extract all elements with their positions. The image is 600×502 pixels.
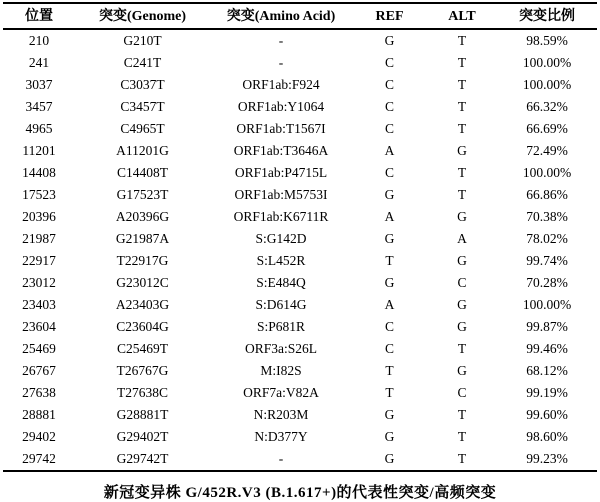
cell-position: 29402 — [22, 429, 56, 444]
cell-mutation-ratio: 100.00% — [522, 55, 572, 70]
cell-mutation-ratio: 99.87% — [526, 319, 568, 334]
cell-mutation-genome: C3037T — [120, 77, 165, 92]
cell-mutation-ratio: 66.69% — [526, 121, 568, 136]
cell-position: 3457 — [25, 99, 53, 114]
cell-alt: T — [457, 187, 467, 202]
cell-mutation-amino-acid: ORF7a:V82A — [243, 385, 319, 400]
table-row — [3, 448, 597, 471]
cell-position: 25469 — [22, 341, 56, 356]
column-header-position: 位置 — [3, 3, 75, 29]
cell-mutation-amino-acid: ORF1ab:T3646A — [233, 143, 329, 158]
cell-ref: T — [385, 363, 394, 378]
cell-position: 4965 — [25, 121, 53, 136]
table-row — [3, 52, 597, 74]
table-row — [3, 250, 597, 272]
table-row — [3, 96, 597, 118]
cell-alt: T — [457, 341, 467, 356]
cell-ref: G — [384, 451, 395, 466]
cell-alt: G — [457, 209, 467, 224]
cell-mutation-genome: G210T — [123, 33, 162, 48]
cell-mutation-genome: A11201G — [116, 143, 169, 158]
cell-mutation-amino-acid: - — [278, 33, 284, 48]
table-row — [3, 426, 597, 448]
cell-mutation-genome: G23012C — [116, 275, 169, 290]
cell-mutation-ratio: 100.00% — [522, 165, 572, 180]
cell-mutation-ratio: 66.86% — [526, 187, 568, 202]
cell-ref: C — [384, 319, 394, 334]
cell-alt: G — [457, 297, 467, 312]
cell-mutation-ratio: 98.60% — [526, 429, 568, 444]
cell-mutation-amino-acid: ORF1ab:M5753I — [234, 187, 328, 202]
cell-alt: G — [457, 253, 467, 268]
cell-mutation-genome: G17523T — [116, 187, 169, 202]
cell-ref: C — [384, 121, 394, 136]
cell-mutation-ratio: 99.19% — [526, 385, 568, 400]
cell-mutation-amino-acid: ORF1ab:F924 — [242, 77, 320, 92]
cell-mutation-amino-acid: - — [278, 451, 284, 466]
cell-ref: A — [384, 297, 395, 312]
column-header-mutation-genome: 突变(Genome) — [75, 3, 210, 29]
cell-mutation-genome: A23403G — [115, 297, 170, 312]
cell-position: 23403 — [22, 297, 56, 312]
cell-position: 241 — [28, 55, 50, 70]
table-row — [3, 272, 597, 294]
cell-mutation-genome: A20396G — [115, 209, 170, 224]
cell-position: 17523 — [22, 187, 56, 202]
cell-alt: T — [457, 33, 467, 48]
table-row — [3, 316, 597, 338]
table-caption: 新冠变异株 G/452R.V3 (B.1.617+)的代表性突变/高频突变 — [103, 485, 497, 501]
cell-position: 23604 — [22, 319, 56, 334]
cell-mutation-ratio: 72.49% — [526, 143, 568, 158]
table-row — [3, 184, 597, 206]
cell-mutation-amino-acid: S:P681R — [256, 319, 306, 334]
table-row — [3, 118, 597, 140]
cell-ref: G — [384, 33, 395, 48]
table-row — [3, 228, 597, 250]
cell-ref: G — [384, 275, 395, 290]
cell-position: 22917 — [22, 253, 56, 268]
cell-mutation-ratio: 100.00% — [522, 297, 572, 312]
cell-ref: G — [384, 429, 395, 444]
cell-position: 29742 — [22, 451, 56, 466]
cell-mutation-amino-acid: S:D614G — [255, 297, 307, 312]
cell-mutation-genome: C3457T — [120, 99, 165, 114]
cell-mutation-amino-acid: ORF1ab:Y1064 — [237, 99, 325, 114]
column-header-mutation-ratio: 突变比例 — [497, 3, 597, 29]
table-row — [3, 360, 597, 382]
cell-alt: G — [457, 319, 467, 334]
cell-mutation-amino-acid: S:L452R — [256, 253, 306, 268]
cell-position: 11201 — [22, 143, 56, 158]
cell-mutation-genome: T27638C — [116, 385, 168, 400]
cell-alt: T — [457, 77, 467, 92]
cell-mutation-ratio: 78.02% — [526, 231, 568, 246]
cell-mutation-genome: C23604G — [116, 319, 169, 334]
table-row — [3, 382, 597, 404]
cell-alt: T — [457, 55, 467, 70]
cell-mutation-ratio: 99.23% — [526, 451, 568, 466]
cell-ref: G — [384, 407, 395, 422]
cell-mutation-genome: C241T — [123, 55, 162, 70]
cell-mutation-amino-acid: N:D377Y — [254, 429, 308, 444]
cell-ref: C — [384, 77, 394, 92]
table-row — [3, 206, 597, 228]
cell-mutation-ratio: 98.59% — [526, 33, 568, 48]
table-body — [3, 29, 597, 471]
table-row — [3, 404, 597, 426]
cell-position: 20396 — [22, 209, 56, 224]
cell-alt: G — [457, 363, 467, 378]
cell-alt: C — [457, 275, 467, 290]
cell-alt: G — [457, 143, 467, 158]
column-header-mutation-amino-acid: 突变(Amino Acid) — [210, 3, 352, 29]
cell-ref: T — [385, 385, 394, 400]
cell-ref: T — [385, 253, 394, 268]
cell-mutation-genome: T26767G — [116, 363, 169, 378]
cell-mutation-amino-acid: M:I82S — [260, 363, 302, 378]
cell-alt: C — [457, 385, 467, 400]
cell-mutation-ratio: 70.28% — [526, 275, 568, 290]
cell-mutation-genome: C14408T — [116, 165, 168, 180]
cell-alt: T — [457, 121, 467, 136]
table-header-row — [3, 3, 597, 29]
cell-mutation-genome: G29402T — [116, 429, 169, 444]
cell-alt: T — [457, 429, 467, 444]
cell-alt: T — [457, 451, 467, 466]
cell-ref: C — [384, 341, 394, 356]
cell-mutation-amino-acid: - — [278, 55, 284, 70]
cell-mutation-genome: G28881T — [116, 407, 169, 422]
cell-ref: G — [384, 231, 395, 246]
cell-mutation-genome: C25469T — [116, 341, 168, 356]
cell-mutation-amino-acid: ORF3a:S26L — [244, 341, 317, 356]
cell-alt: A — [457, 231, 467, 246]
cell-ref: A — [384, 209, 395, 224]
cell-mutation-ratio: 100.00% — [522, 77, 572, 92]
cell-ref: C — [384, 55, 394, 70]
cell-position: 28881 — [22, 407, 56, 422]
cell-position: 3037 — [25, 77, 53, 92]
cell-mutation-genome: C4965T — [120, 121, 165, 136]
table-row — [3, 338, 597, 360]
cell-mutation-genome: G21987A — [115, 231, 170, 246]
cell-mutation-amino-acid: ORF1ab:K6711R — [233, 209, 329, 224]
cell-mutation-amino-acid: N:R203M — [253, 407, 309, 422]
column-header-alt: ALT — [427, 3, 497, 29]
table-row — [3, 294, 597, 316]
cell-position: 210 — [28, 33, 50, 48]
table-row — [3, 162, 597, 184]
cell-ref: C — [384, 99, 394, 114]
cell-position: 23012 — [22, 275, 56, 290]
cell-mutation-ratio: 66.32% — [526, 99, 568, 114]
table-row — [3, 74, 597, 96]
cell-mutation-amino-acid: ORF1ab:P4715L — [234, 165, 328, 180]
cell-mutation-amino-acid: S:E484Q — [256, 275, 306, 290]
cell-position: 27638 — [22, 385, 56, 400]
cell-position: 14408 — [22, 165, 56, 180]
table-row — [3, 29, 597, 52]
cell-mutation-ratio: 99.74% — [526, 253, 568, 268]
cell-mutation-genome: T22917G — [116, 253, 169, 268]
cell-mutation-amino-acid: S:G142D — [255, 231, 307, 246]
cell-mutation-ratio: 99.60% — [526, 407, 568, 422]
cell-mutation-genome: G29742T — [116, 451, 169, 466]
cell-position: 26767 — [22, 363, 56, 378]
cell-position: 21987 — [22, 231, 56, 246]
cell-mutation-amino-acid: ORF1ab:T1567I — [236, 121, 326, 136]
cell-ref: G — [384, 187, 395, 202]
cell-alt: T — [457, 407, 467, 422]
cell-mutation-ratio: 99.46% — [526, 341, 568, 356]
cell-mutation-ratio: 70.38% — [526, 209, 568, 224]
cell-alt: T — [457, 99, 467, 114]
cell-ref: A — [384, 143, 395, 158]
cell-mutation-ratio: 68.12% — [526, 363, 568, 378]
mutation-table — [3, 2, 597, 472]
cell-ref: C — [384, 165, 394, 180]
cell-alt: T — [457, 165, 467, 180]
column-header-ref: REF — [352, 3, 427, 29]
table-row — [3, 140, 597, 162]
